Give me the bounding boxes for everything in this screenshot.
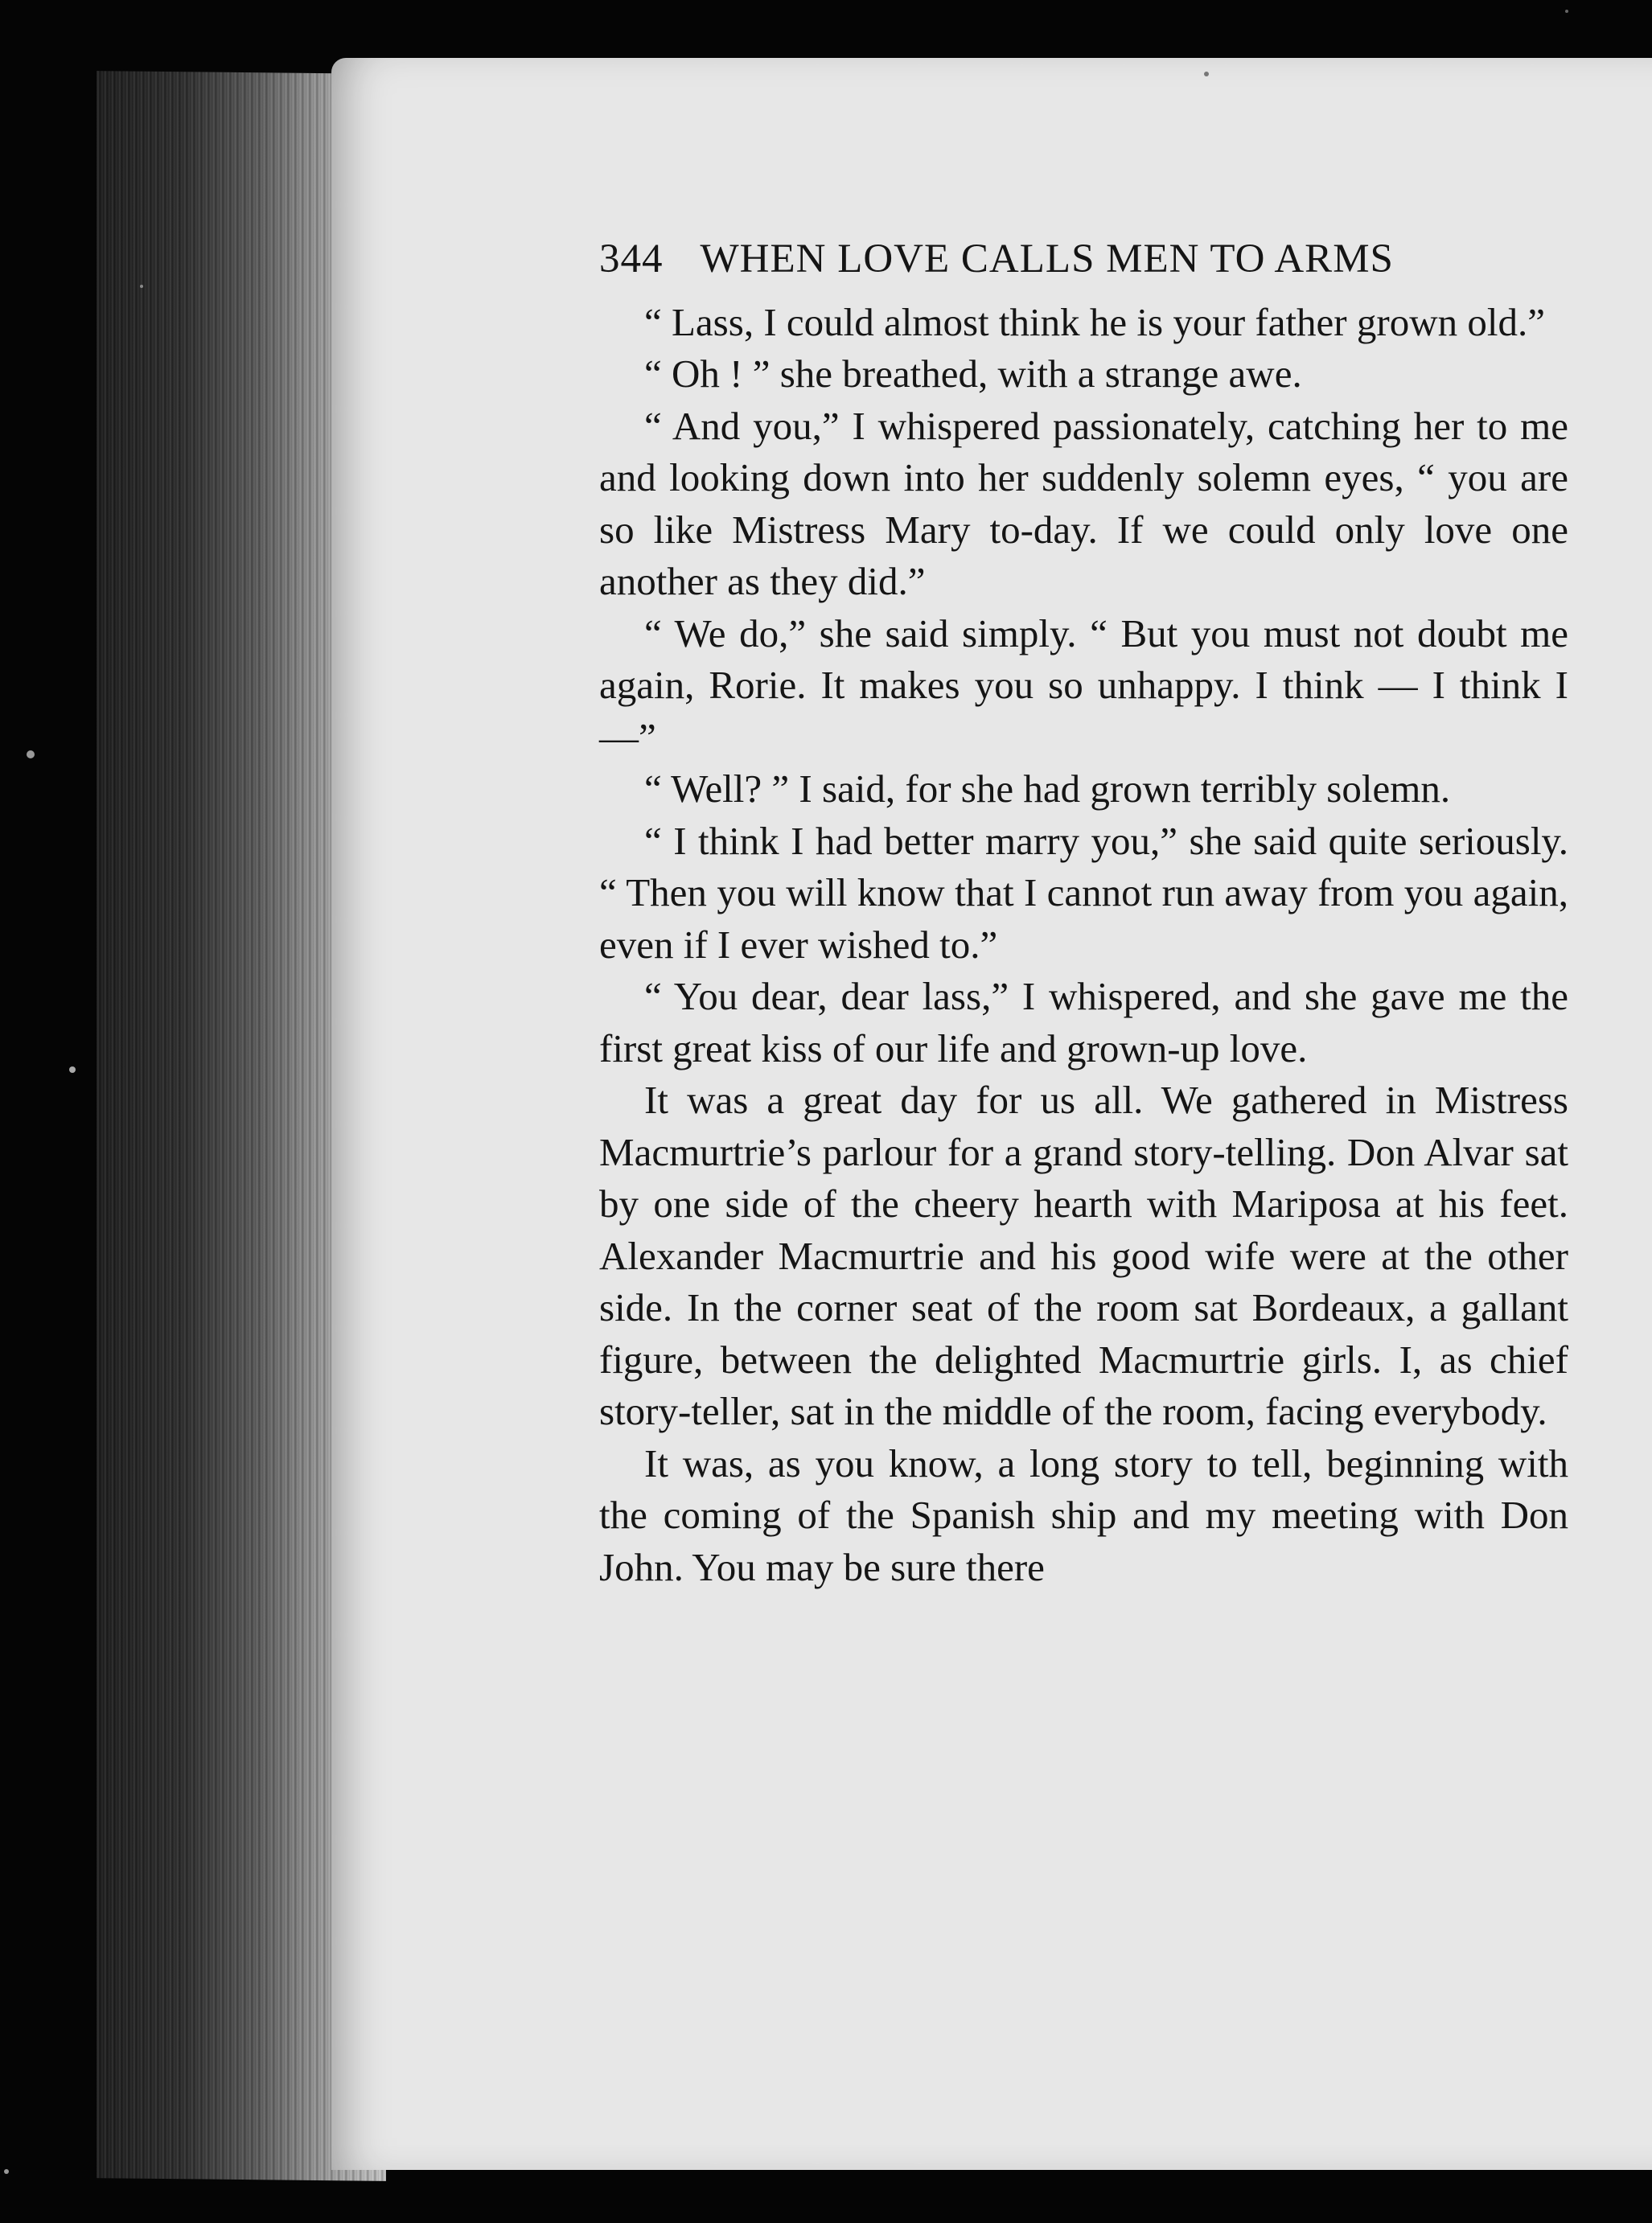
paragraph-5: “ Well? ” I said, for she had grown terribly solemn. [644,766,1451,811]
paragraph-4: “ We do,” she said simply. “ But you must not doubt me again, Rorie. It makes you so unhappy. I think — I think I —” [599,610,1568,759]
page-text [599,233,1568,1593]
paragraph-1: “ Lass, I could almost think he is your father grown old.” [644,299,1545,344]
paragraph-2: “ Oh ! ” she breathed, with a strange awe. [644,351,1302,396]
paragraph-9: It was, as you know, a long story to tell, beginning with the coming of the Spanish ship and my meeting with Don John. You may be sure there [599,1440,1568,1589]
page-number: 344 [599,236,664,281]
paragraph-8: It was a great day for us all. We gathered in Mistress Macmurtrie’s parlour for a grand story-telling. Don Alvar sat by one side of the cheery hearth with Mariposa at his feet. Alexander Macmurtrie and his good wife were at the other side. In the corner seat of the room sat Bordeaux, a gallant figure, between the delighted Macmurtrie girls. I, as chief story-teller, sat in the middle of the room, facing everybody. [599,1078,1568,1433]
chapter-running-title: WHEN LOVE CALLS MEN TO ARMS [700,236,1394,281]
paragraph-7: “ You dear, dear lass,” I whispered, and she gave me the first great kiss of our life and grown-up love. [599,974,1568,1070]
running-head [599,233,1568,286]
paragraph-3: “ And you,” I whispered passionately, catching her to me and looking down into her suddenly solemn eyes, “ you are so like Mistress Mary to-day. If we could only love one another as they did.” [599,403,1568,603]
paragraph-6: “ I think I had better marry you,” she said quite seriously. “ Then you will know that I cannot run away from you again, even if I ever wished to.” [599,818,1568,967]
